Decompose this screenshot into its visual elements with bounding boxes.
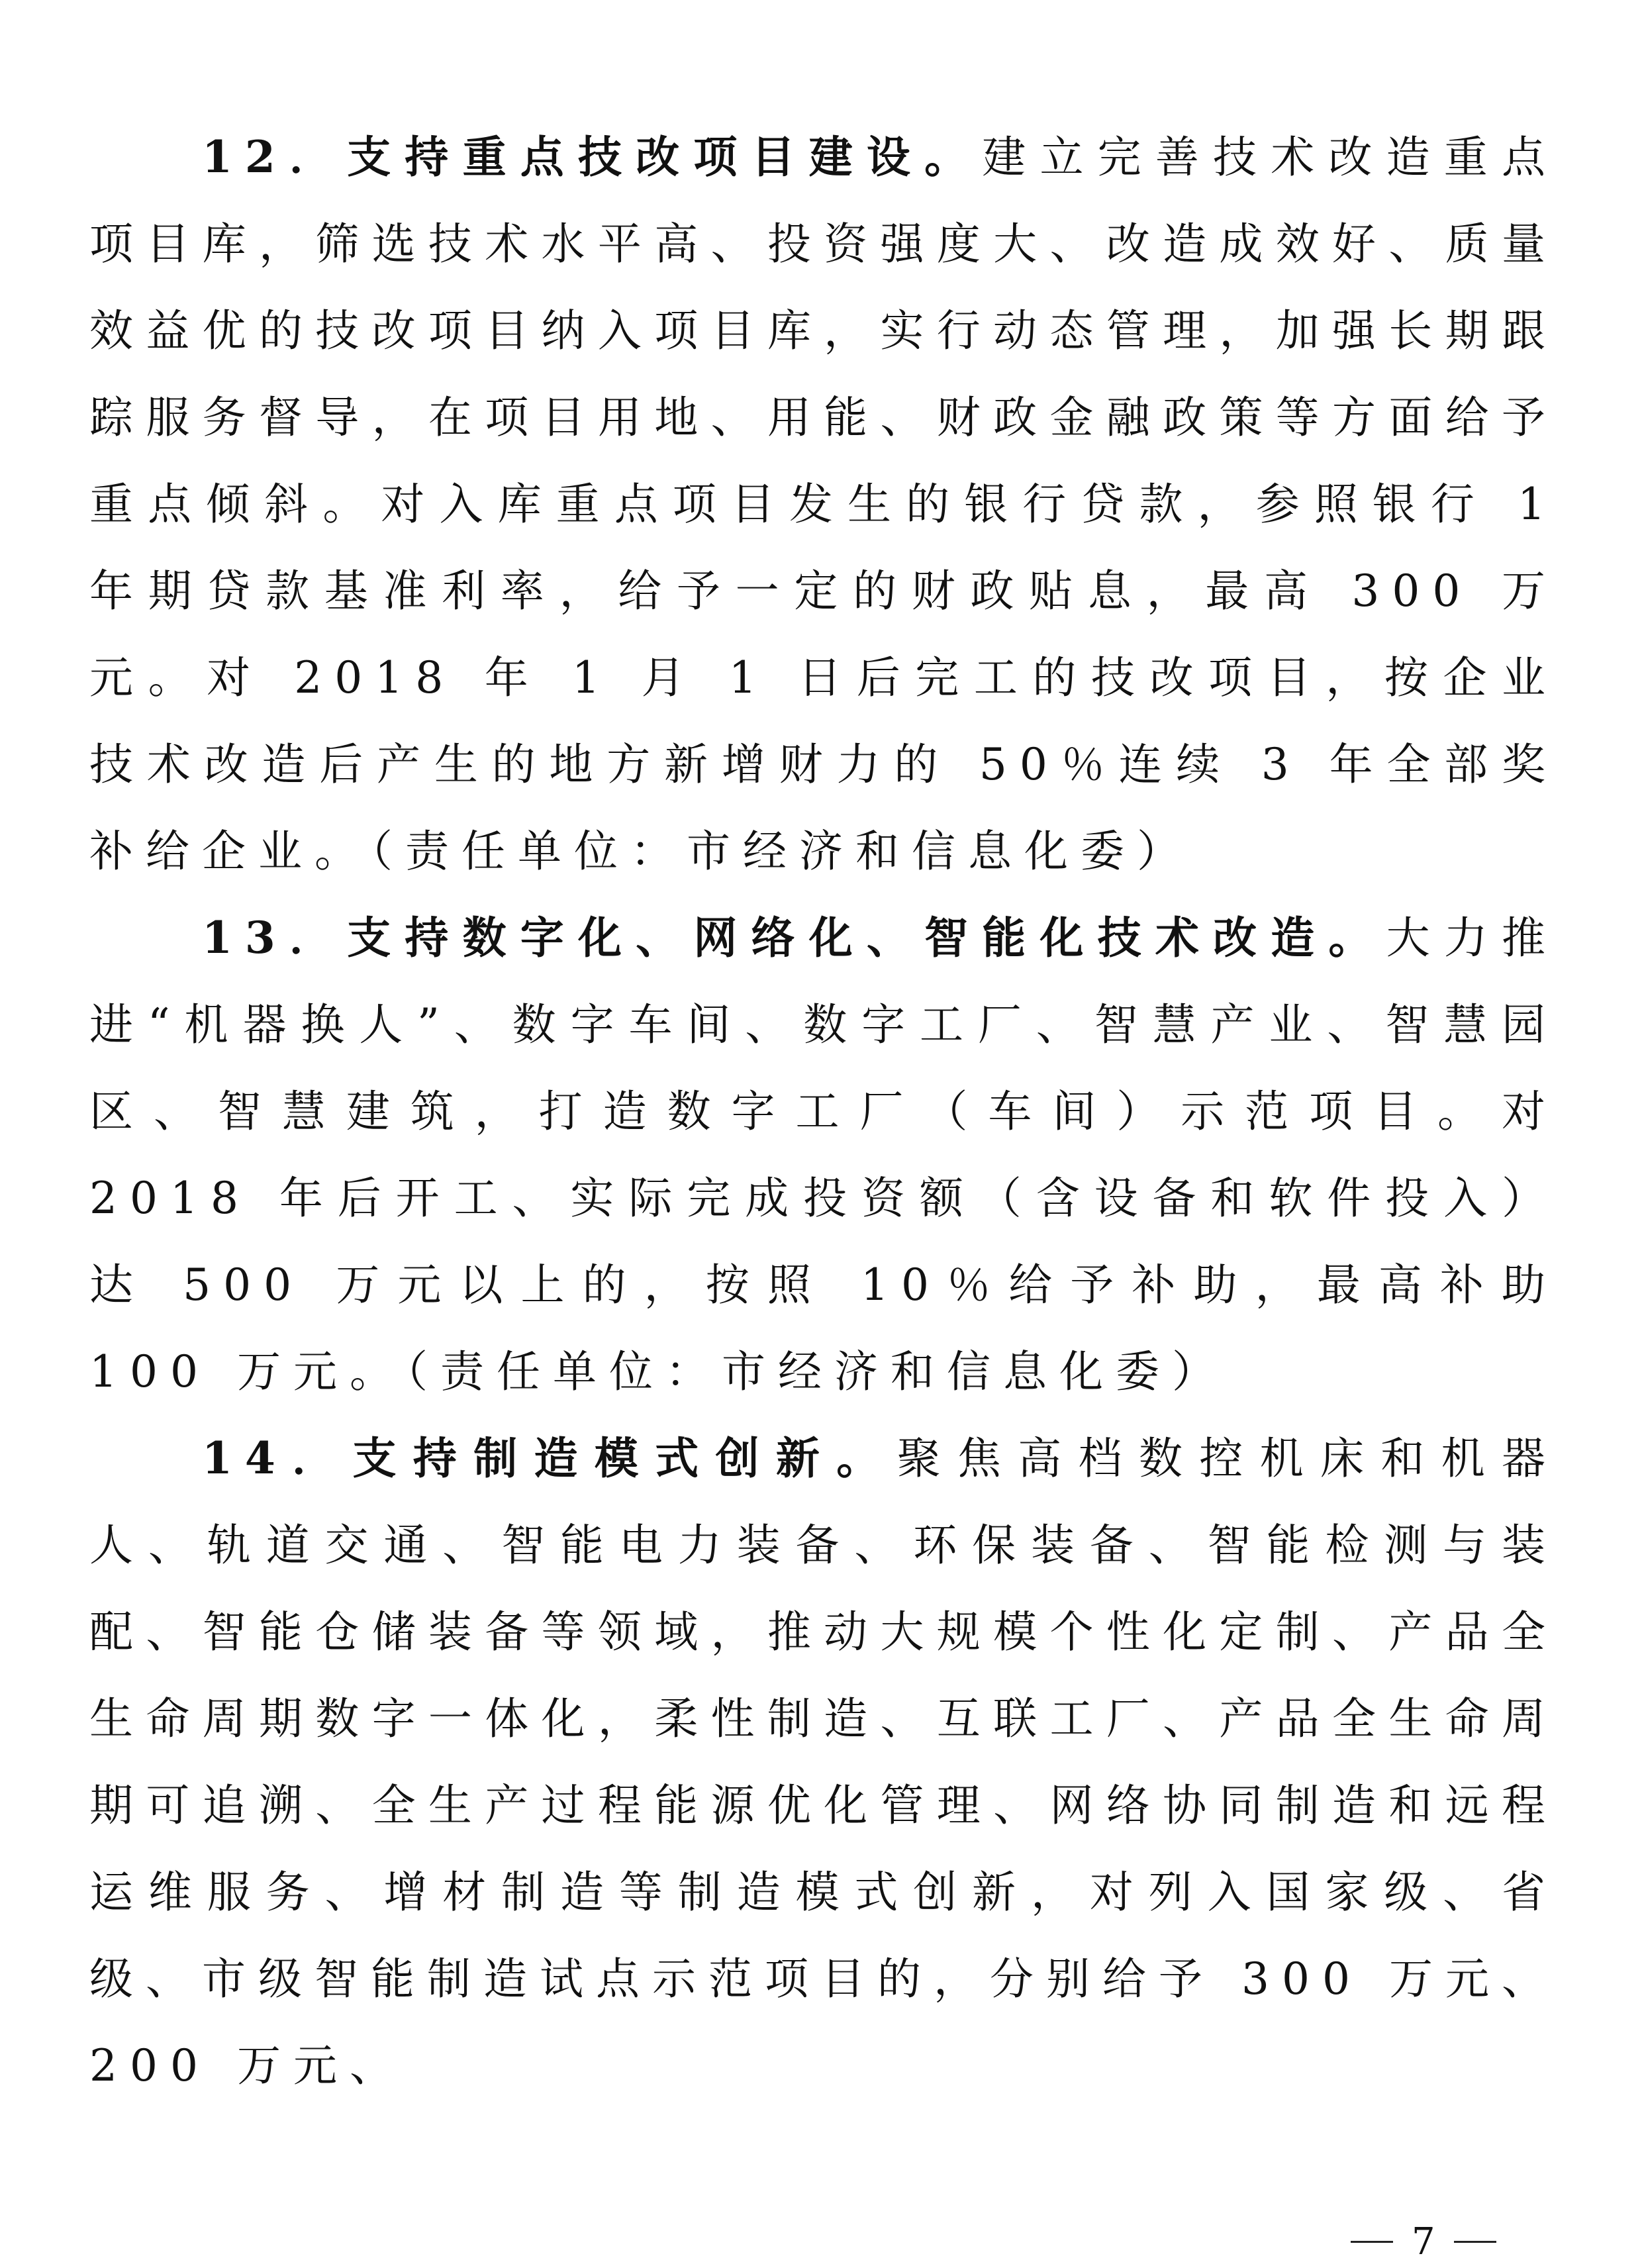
paragraph-text: 聚焦高档数控机床和机器人、轨道交通、智能电力装备、环保装备、智能检测与装配、智能仓储装备等领域，推动大规模个性化定制、产品全生命周期数字一体化，柔性制造、互联工厂、产品全生命周期可追溯、全生产过程能源优化管理、网络协同制造和远程运维服务、增材制造等制造模式创新，对列入国家级、省级、市级智能制造试点示范项目的，分别给予 300 万元、200 万元、 — [89, 1433, 1558, 2091]
page-number: 7 — [1412, 2220, 1435, 2263]
paragraph-heading: 12．支持重点技改项目建设。 — [202, 131, 983, 183]
paragraph-12 — [89, 114, 1558, 895]
footer-dash-left — [1351, 2241, 1393, 2243]
responsibility-note: （责任单位：市经济和信息化委） — [371, 826, 1193, 877]
paragraph-heading: 13．支持数字化、网络化、智能化技术改造。 — [202, 912, 1386, 963]
page-footer — [1351, 2218, 1496, 2265]
paragraph-13 — [89, 895, 1558, 1415]
paragraph-text: 建立完善技术改造重点项目库，筛选技术水平高、投资强度大、改造成效好、质量效益优的技改项目纳入项目库，实行动态管理，加强长期跟踪服务督导，在项目用地、用能、财政金融政策等方面给予重点倾斜。对入库重点项目发生的银行贷款，参照银行 1 年期贷款基准利率，给予一定的财政贴息，最高 300 万元。对 2018 年 1 月 1 日后完工的技改项目，按企业技术改造后产生的地方新增财力的 50％连续 3 年全部奖补给企业。 — [89, 132, 1558, 877]
paragraph-heading: 14．支持制造模式创新。 — [202, 1432, 897, 1484]
paragraph-text: 大力推进“机器换人”、数字车间、数字工厂、智慧产业、智慧园区、智慧建筑，打造数字工厂（车间）示范项目。对 2018 年后开工、实际完成投资额（含设备和软件投入）达 500 万元以上的，按照 10％给予补助，最高补助 100 万元。 — [89, 912, 1559, 1397]
responsibility-note: （责任单位：市经济和信息化委） — [405, 1346, 1228, 1397]
paragraph-14 — [89, 1415, 1558, 2109]
document-body — [89, 114, 1558, 2109]
footer-dash-right — [1454, 2241, 1496, 2243]
